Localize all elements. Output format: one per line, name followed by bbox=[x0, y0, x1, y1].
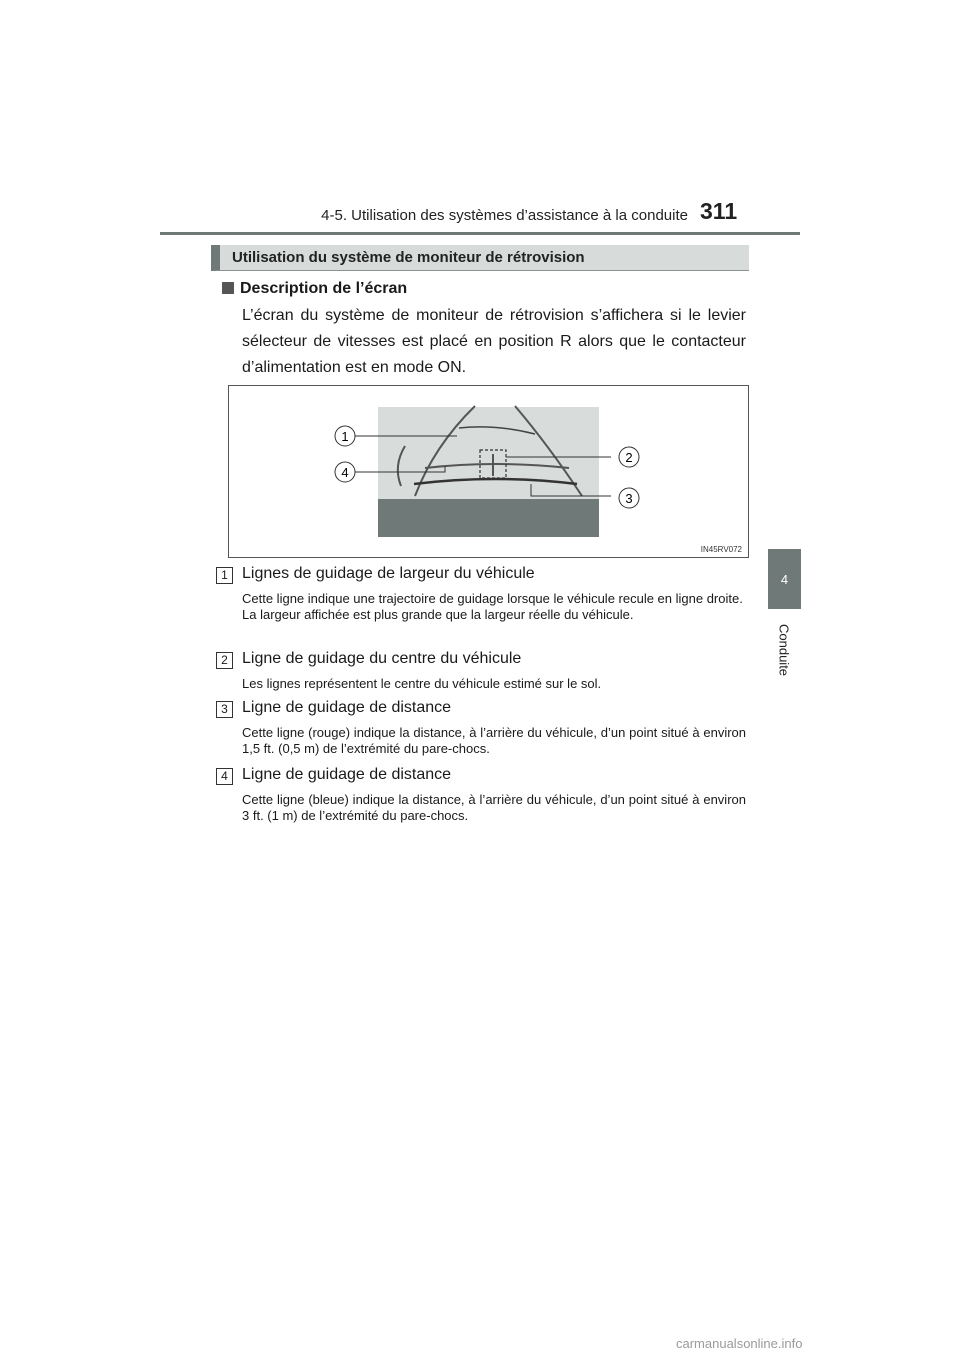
legend-item-4 bbox=[216, 766, 746, 828]
item-description bbox=[242, 792, 746, 824]
intro-paragraph: L’écran du système de moniteur de rétrovision s’affichera si le levier sélecteur de vitesses est placé en position R alors que le contacteur d’alimentation est en mode ON. bbox=[242, 307, 746, 376]
item-paragraph: Cette ligne (bleue) indique la distance, à l’arrière du véhicule, d’un point situé à environ 3 ft. (1 m) de l’extrémité du pare-chocs. bbox=[242, 792, 746, 823]
callout-4 bbox=[335, 462, 355, 482]
subsection-heading bbox=[222, 280, 407, 298]
item-paragraph: La largeur affichée est plus grande que la largeur réelle du véhicule. bbox=[242, 607, 634, 622]
chapter-tab: 4 bbox=[768, 549, 801, 609]
subsection-heading-text: Description de l’écran bbox=[240, 280, 408, 297]
monitor-illustration bbox=[229, 386, 748, 557]
legend-item-2 bbox=[216, 650, 746, 695]
item-number-box: 2 bbox=[216, 652, 233, 669]
item-title: Lignes de guidage de largeur du véhicule bbox=[242, 565, 535, 582]
legend-item-1 bbox=[216, 565, 746, 645]
square-bullet-icon bbox=[222, 282, 234, 294]
item-title: Ligne de guidage de distance bbox=[242, 766, 452, 783]
bumper-area bbox=[378, 499, 599, 537]
running-header: 4-5. Utilisation des systèmes d’assistance à la conduite bbox=[321, 207, 688, 224]
item-number-box: 4 bbox=[216, 768, 233, 785]
item-number-box: 3 bbox=[216, 701, 233, 718]
item-number-box: 1 bbox=[216, 567, 233, 584]
rear-view-monitor-figure bbox=[228, 385, 749, 558]
item-description bbox=[242, 725, 746, 757]
figure-code: IN45RV072 bbox=[700, 545, 742, 554]
callout-label-3: 3 bbox=[625, 491, 633, 506]
item-description bbox=[242, 676, 746, 692]
item-paragraph: Cette ligne indique une trajectoire de guidage lorsque le véhicule recule en ligne droite. bbox=[242, 591, 743, 606]
item-paragraph: Les lignes représentent le centre du véhicule estimé sur le sol. bbox=[242, 676, 602, 691]
item-title: Ligne de guidage du centre du véhicule bbox=[242, 650, 522, 667]
page-number: 311 bbox=[700, 198, 738, 224]
chapter-label: Conduite bbox=[776, 623, 792, 677]
item-title: Ligne de guidage de distance bbox=[242, 699, 452, 716]
item-paragraph: Cette ligne (rouge) indique la distance, à l’arrière du véhicule, d’un point situé à environ 1,5 ft. (0,5 m) de l’extrémité du pare-chocs. bbox=[242, 725, 746, 756]
callout-label-2: 2 bbox=[625, 450, 633, 465]
callout-label-4: 4 bbox=[341, 465, 349, 480]
section-title: Utilisation du système de moniteur de rétrovision bbox=[232, 249, 585, 266]
watermark: carmanualsonline.info bbox=[676, 1336, 803, 1351]
item-description bbox=[242, 591, 746, 623]
header-rule bbox=[160, 232, 800, 235]
callout-label-1: 1 bbox=[341, 429, 349, 444]
callout-3 bbox=[619, 488, 639, 508]
section-title-bar bbox=[211, 245, 749, 271]
legend-item-3 bbox=[216, 699, 746, 761]
callout-2 bbox=[619, 447, 639, 467]
callout-1 bbox=[335, 426, 355, 446]
